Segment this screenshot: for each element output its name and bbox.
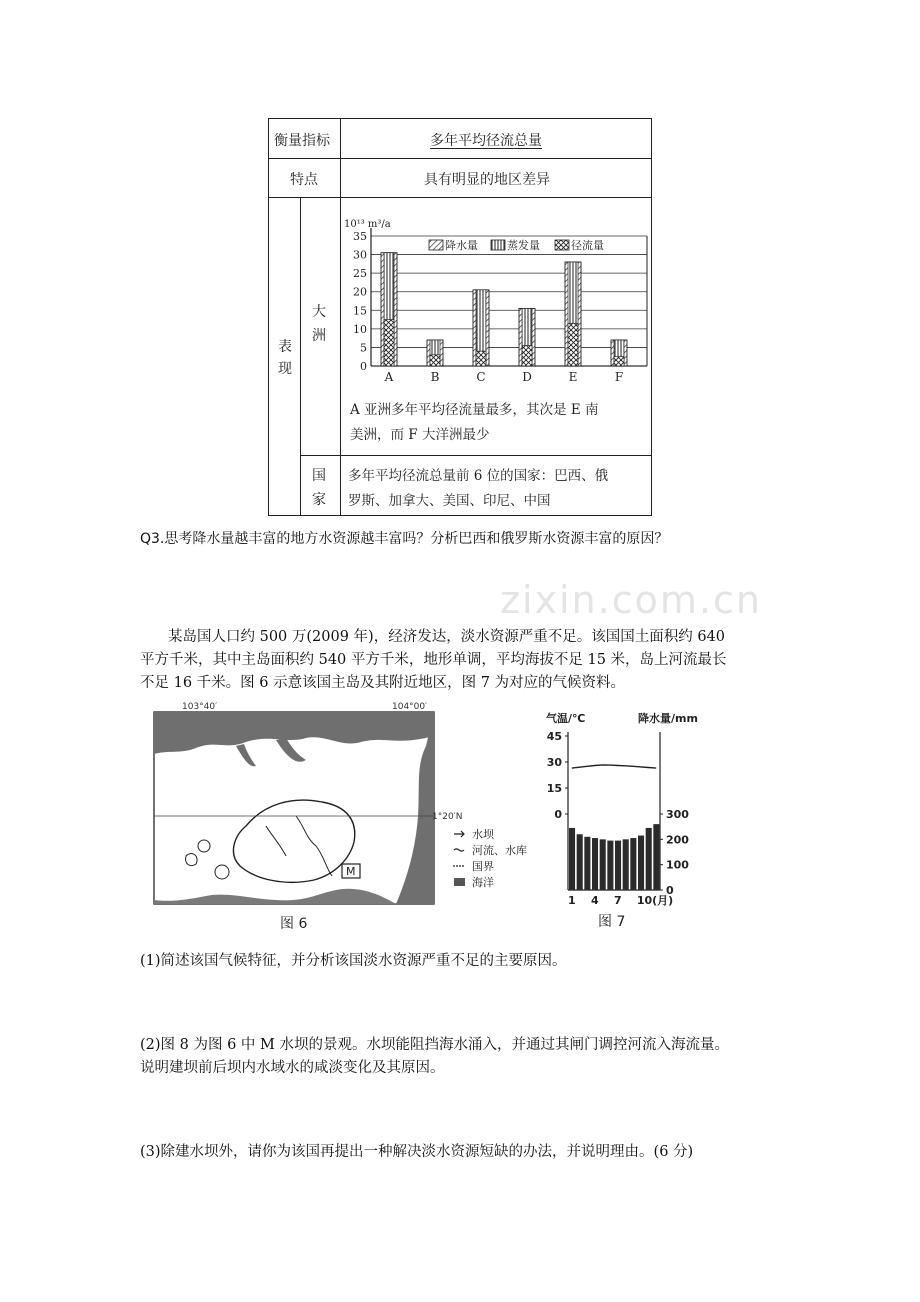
- climate-precip-tick-label: 300: [666, 808, 689, 821]
- bar-runoff: [384, 320, 394, 366]
- map-point-m: M: [346, 865, 356, 878]
- table-divider: [340, 118, 341, 198]
- question-2-line-2: 说明建坝前后坝内水域水的咸淡变化及其原因。: [140, 1060, 445, 1076]
- climate-precip-tick-label: 100: [666, 858, 689, 872]
- legend-sea: 海洋: [472, 876, 494, 889]
- climate-temp-tick-label: 45: [546, 730, 562, 743]
- climate-month-label: 7: [614, 894, 622, 907]
- country-text-line1: 多年平均径流总量前 6 位的国家：巴西、俄: [348, 468, 609, 484]
- precip-bar: [646, 828, 652, 890]
- legend-border: 国界: [472, 860, 494, 873]
- table-value-indicator: 多年平均径流总量: [430, 133, 542, 149]
- climate-temp-tick-label: 15: [546, 782, 562, 795]
- bar-category-label: D: [522, 370, 532, 384]
- precip-bar: [623, 839, 629, 890]
- legend-swatch-evap: [491, 240, 505, 250]
- legend-swatch-runoff: [555, 240, 569, 250]
- table-divider: [300, 197, 301, 516]
- map-caption: 图 6: [280, 916, 308, 932]
- country-text-line2: 罗斯、加拿大、美国、印尼、中国: [348, 493, 551, 509]
- bar-y-tick: 25: [353, 267, 367, 281]
- legend-label-runoff: 径流量: [571, 239, 604, 252]
- table-label-country: 国家: [312, 468, 326, 508]
- question-2-line-1: (2)图 8 为图 6 中 M 水坝的景观。水坝能阻挡海水涌入，并通过其闸门调控河流入海流量。: [140, 1037, 729, 1053]
- bar-y-tick: 30: [353, 248, 367, 262]
- map-legend: [450, 826, 540, 892]
- climate-right-axis-label: 降水量/mm: [638, 712, 698, 725]
- map-longitude-right: 104°00′: [392, 702, 428, 712]
- climate-temp-tick-label: 30: [546, 756, 562, 769]
- climate-precip-tick-label: 200: [666, 833, 689, 847]
- bar-y-tick: 10: [353, 322, 367, 336]
- continent-caption-line1: A 亚洲多年平均径流量最多，其次是 E 南: [350, 402, 599, 418]
- bar-y-tick: 0: [360, 360, 367, 373]
- precip-bar: [630, 838, 636, 890]
- river-icon: [454, 849, 464, 851]
- bar-chart-y-unit: 10¹³ m³/a: [344, 219, 391, 230]
- continent-caption-line2: 美洲，而 F 大洋洲最少: [350, 427, 490, 443]
- bar-category-label: F: [614, 370, 624, 384]
- bar-y-tick: 5: [360, 341, 367, 355]
- bar-category-label: A: [384, 370, 394, 384]
- climate-precip-tick-label: 0: [666, 884, 674, 897]
- precip-bar: [584, 837, 590, 890]
- table-divider: [268, 158, 652, 159]
- precip-bar: [577, 834, 583, 890]
- bar-runoff: [614, 357, 624, 366]
- question-3: (3)除建水坝外，请你为该国再提出一种解决淡水资源短缺的办法，并说明理由。(6 分): [140, 1144, 694, 1160]
- precip-bar: [638, 836, 644, 890]
- map-longitude-left: 103°40′: [182, 702, 218, 712]
- legend-swatch-precip: [429, 240, 443, 250]
- legend-dam: 水坝: [472, 828, 494, 841]
- climate-temp-tick-label: 0: [554, 808, 562, 821]
- climate-caption: 图 7: [598, 914, 626, 930]
- table-label-continent: 大洲: [312, 304, 326, 344]
- climate-month-label: 4: [591, 894, 599, 907]
- bar-runoff: [522, 346, 532, 366]
- question-1: (1)简述该国气候特征，并分析该国淡水资源严重不足的主要原因。: [140, 953, 567, 969]
- table-label-performance: 表现: [278, 339, 292, 377]
- table-label-feature: 特点: [290, 172, 318, 188]
- legend-river: 河流、水库: [472, 844, 527, 857]
- bar-runoff: [476, 351, 486, 366]
- table-divider: [268, 197, 652, 198]
- dam-icon: [454, 831, 464, 837]
- watermark-text: zixin.com.cn: [500, 578, 762, 622]
- bar-runoff: [430, 355, 440, 366]
- temperature-line: [572, 765, 656, 768]
- map-latitude-label: 1°20′N: [432, 812, 463, 822]
- table-value-feature: 具有明显的地区差异: [424, 172, 550, 188]
- intro-line-1: 某岛国人口约 500 万(2009 年)，经济发达，淡水资源严重不足。该国国土面积约 640: [168, 629, 726, 645]
- bar-y-tick: 35: [353, 230, 367, 243]
- precip-bar: [615, 841, 621, 890]
- climate-month-label: 10(月): [636, 894, 674, 907]
- bar-category-label: E: [568, 370, 578, 384]
- bar-category-label: B: [430, 370, 440, 384]
- legend-label-evap: 蒸发量: [507, 239, 540, 252]
- bar-y-tick: 20: [353, 285, 367, 299]
- island-map-figure: [146, 696, 446, 936]
- climate-chart: [540, 706, 720, 932]
- bar-chart-legend: [429, 238, 604, 252]
- climate-month-label: 1: [568, 894, 576, 907]
- continent-runoff-bar-chart: [341, 200, 651, 390]
- bar-category-label: C: [476, 370, 486, 384]
- question-q3: Q3.思考降水量越丰富的地方水资源越丰富吗？分析巴西和俄罗斯水资源丰富的原因？: [140, 531, 669, 547]
- legend-label-precip: 降水量: [445, 239, 478, 252]
- sea-icon: [454, 878, 465, 886]
- precip-bar: [607, 841, 613, 890]
- bar-runoff: [568, 323, 578, 366]
- precip-bar: [569, 828, 575, 890]
- bar-y-tick: 15: [353, 304, 367, 318]
- intro-line-3: 不足 16 千米。图 6 示意该国主岛及其附近地区，图 7 为对应的气候资料。: [140, 675, 626, 691]
- precip-bar: [592, 838, 598, 890]
- table-label-indicator: 衡量指标: [274, 133, 330, 149]
- intro-line-2: 平方千米，其中主岛面积约 540 平方千米，地形单调，平均海拔不足 15 米，岛上河流最长: [140, 652, 727, 668]
- precip-bar: [653, 824, 659, 890]
- table-divider: [300, 455, 652, 456]
- precip-bar: [600, 839, 606, 890]
- climate-left-axis-label: 气温/℃: [546, 712, 586, 725]
